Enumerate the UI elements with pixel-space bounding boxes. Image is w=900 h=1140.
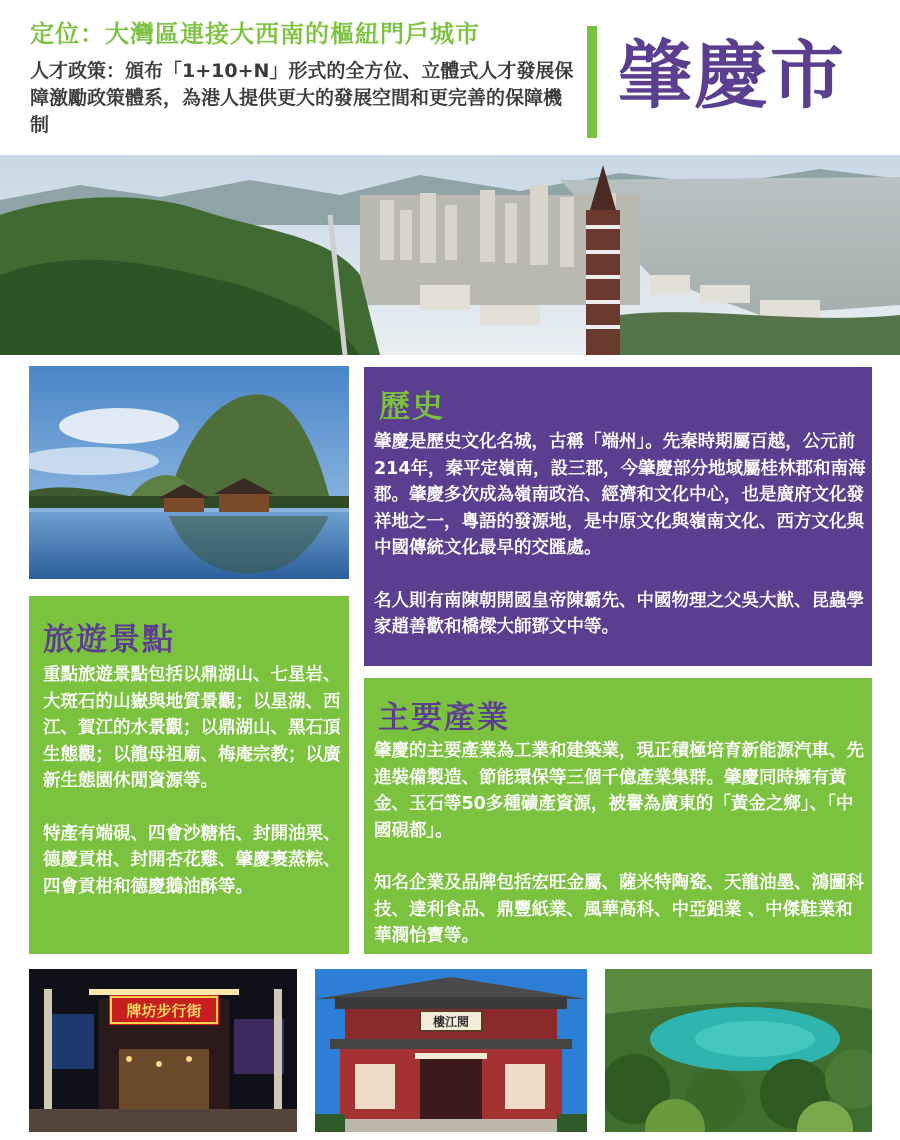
history-paragraph: 肇慶是歷史文化名城，古稱「端州」。先秦時期屬百越，公元前214年，秦平定嶺南，設三郡，今肇慶部分地域屬桂林郡和南海郡。肇慶多次成為嶺南政治、經濟和文化中心，也是廣府文化發祥地之一，粵語的發源地，是中原文化與嶺南文化、西方文化與中國傳統文化最早的交匯處。 <box>374 432 866 558</box>
positioning-line: 定位：大灣區連接大西南的樞紐門戶城市 <box>30 20 480 48</box>
tourism-panel <box>29 596 349 954</box>
talent-policy-text: 人才政策：頒布「1+10+N」形式的全方位、立體式人才發展保障激勵政策體系，為港人提供更大的發展空間和更完善的保障機制 <box>30 60 574 136</box>
industry-paragraph: 知名企業及品牌包括宏旺金屬、薩米特陶瓷、天龍油墨、鴻圖科技、達利食品、鼎豐紙業、風華高科、中亞鋁業 、中傑鞋業和華潤怡寶等。 <box>374 873 864 946</box>
yuejiang-tower-photo <box>315 969 587 1132</box>
history-paragraph: 名人則有南陳朝開國皇帝陳霸先、中國物理之父吳大猷、昆蟲學家趙善歡和橋樑大師鄧文中等。 <box>374 590 864 637</box>
history-body <box>374 429 866 641</box>
divider-bar <box>587 26 597 138</box>
gate-plaque-text: 樓江閱 <box>432 1015 470 1029</box>
tourism-paragraph: 特產有端硯、四會沙糖桔、封開油栗、德慶貢柑、封開杏花雞、肇慶裹蒸粽、四會貢柑和德慶鵝油酥等。 <box>43 823 341 897</box>
seven-star-crags-photo <box>29 366 349 579</box>
dinghu-lake-photo <box>605 969 872 1132</box>
street-sign-text: 牌坊步行街 <box>126 1002 202 1020</box>
history-panel <box>364 367 872 666</box>
city-title: 肇慶市 <box>618 33 846 119</box>
tourism-body <box>43 662 343 900</box>
industry-panel <box>364 678 872 954</box>
tourism-title: 旅遊景點 <box>43 622 175 658</box>
page-header <box>0 0 900 150</box>
industry-title: 主要產業 <box>378 700 510 736</box>
pedestrian-street-photo <box>29 969 297 1132</box>
industry-body <box>374 738 870 950</box>
industry-paragraph: 肇慶的主要產業為工業和建築業，現正積極培育新能源汽車、先進裝備製造、節能環保等三個千億產業集群。肇慶同時擁有黃金、玉石等50多種礦產資源，被譽為廣東的「黃金之鄉」、「中國硯都」。 <box>374 741 864 841</box>
tourism-paragraph: 重點旅遊景點包括以鼎湖山、七星岩、大斑石的山嶽與地質景觀；以星湖、西江、賀江的水景觀；以鼎湖山、黑石頂生態觀；以龍母祖廟、梅庵宗教；以廣新生態園休閒資源等。 <box>43 665 341 791</box>
history-title: 歷史 <box>379 389 445 425</box>
city-panorama-photo <box>0 155 900 355</box>
